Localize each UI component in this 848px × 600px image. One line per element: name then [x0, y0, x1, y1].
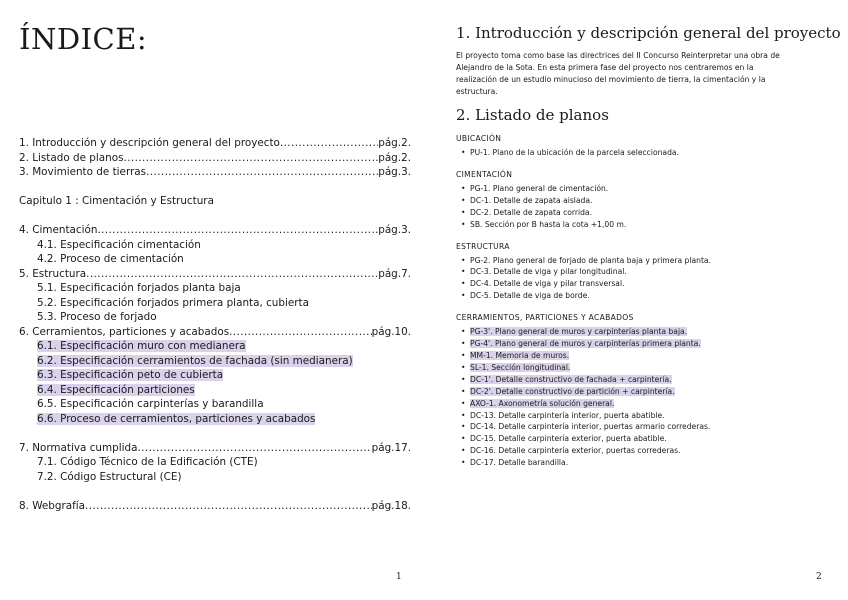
toc-entry-text: 3. Movimiento de tierras [19, 166, 147, 178]
highlighted-text: PG-4'. Plano general de muros y carpinterías primera planta. [470, 339, 701, 349]
page-number: 1 [396, 572, 402, 582]
toc-leader-dots [146, 165, 378, 180]
toc-leader-dots [97, 223, 378, 238]
toc-entry-text: 4. Cimentación [19, 224, 98, 236]
index-title: ÍNDICE: [19, 22, 148, 56]
category-title: CIMENTACIÓN [456, 169, 513, 179]
toc-leader-dots [280, 136, 378, 151]
highlighted-text: SL-1. Sección longitudinal. [470, 362, 571, 372]
list-item: • PG-2. Plano general de forjado de planta baja y primera planta. [470, 255, 816, 267]
toc-subentry[interactable]: 4.1. Especificación cimentación [37, 238, 201, 251]
list-item: • DC-5. Detalle de viga de borde. [470, 290, 816, 302]
toc-entry-text: 5. Estructura [19, 267, 87, 280]
category-title: CERRAMIENTOS, PARTICIONES Y ACABADOS [456, 313, 634, 323]
toc-entry[interactable] [19, 223, 411, 238]
toc-entry[interactable] [19, 151, 411, 166]
toc-subentry[interactable] [19, 383, 411, 398]
category-title: UBICACIÓN [456, 134, 502, 143]
highlighted-text: DC-2'. Detalle constructivo de partición + carpintería. [470, 386, 675, 396]
section-heading-intro: 1. Introducción y descripción general del proyecto [456, 24, 841, 42]
highlighted-text: AXO-1. Axonometría solución general. [470, 398, 615, 408]
toc-entry-page: pág.3. [378, 166, 411, 178]
toc-entry[interactable] [19, 267, 411, 282]
list-item: • DC-4. Detalle de viga y pilar transversal. [470, 278, 816, 290]
toc-entry[interactable] [19, 441, 411, 456]
toc-leader-dots [86, 267, 378, 282]
toc-subentry[interactable]: 5.3. Proceso de forjado [37, 311, 157, 323]
list-item [470, 362, 816, 374]
list-item: • DC-2. Detalle de zapata corrida. [470, 207, 816, 219]
toc-entry-page: pág.2. [378, 137, 411, 149]
list-item: • DC-3. Detalle de viga y pilar longitudinal. [470, 266, 816, 278]
toc-entry-page: pág.18. [371, 499, 411, 512]
toc-entry-page: pág.10. [371, 325, 411, 338]
toc-leader-dots [124, 151, 379, 166]
list-item [470, 326, 816, 338]
toc-entry[interactable] [19, 165, 411, 180]
toc-subentry[interactable] [19, 368, 411, 383]
toc-entry-text: 2. Listado de planos [19, 151, 124, 164]
toc-leader-dots [137, 441, 371, 456]
list-item: • DC-16. Detalle carpintería exterior, puertas correderas. [470, 445, 816, 457]
toc-subentry[interactable]: 5.1. Especificación forjados planta baja [37, 282, 241, 294]
toc-subentry[interactable]: 7.2. Código Estructural (CE) [37, 470, 182, 483]
toc-entry-text: 8. Webgrafía [19, 499, 86, 512]
category-list [456, 326, 816, 469]
list-item: • DC-14. Detalle carpintería interior, puertas armario correderas. [470, 421, 816, 433]
highlighted-text: PG-3'. Plano general de muros y carpinterías planta baja. [470, 327, 688, 337]
list-item [470, 398, 816, 410]
toc-entry-text: 6. Cerramientos, particiones y acabados [19, 325, 230, 338]
intro-paragraph: El proyecto toma como base las directrices del II Concurso Reinterpretar una obra de Alejandro de la Sota. En esta primera fase del proyecto nos centraremos en la realización de un estudio minucioso del movimiento de tierra, la cimentación y la estructura. [456, 51, 780, 96]
highlighted-text: DC-1'. Detalle constructivo de fachada + carpintería. [470, 374, 672, 384]
toc-subentry[interactable]: 7.1. Código Técnico de la Edificación (CTE) [37, 456, 258, 468]
list-item [470, 338, 816, 350]
category-title: ESTRUCTURA [456, 241, 510, 251]
plans-list [456, 134, 816, 480]
highlighted-text: 6.2. Especificación cerramientos de fachada (sin medianera) [37, 354, 353, 367]
toc-subentry[interactable] [19, 354, 411, 369]
list-item [470, 350, 816, 362]
category-list [456, 147, 816, 159]
toc-subentry[interactable]: 5.2. Especificación forjados primera planta, cubierta [37, 296, 309, 309]
page-2 [424, 0, 848, 600]
list-item [470, 374, 816, 386]
toc-entry[interactable] [19, 136, 411, 151]
toc-subentry[interactable] [19, 339, 411, 354]
highlighted-text: MM-1. Memoria de muros. [470, 350, 570, 360]
page-number: 2 [816, 572, 822, 582]
list-item: • SB. Sección por B hasta la cota +1,00 m. [470, 219, 816, 231]
highlighted-text: 6.4. Especificación particiones [37, 383, 195, 396]
toc-entry-page: pág.17. [371, 441, 411, 454]
chapter-heading: Capitulo 1 : Cimentación y Estructura [19, 195, 214, 207]
toc-entry[interactable] [19, 499, 411, 514]
highlighted-text: 6.1. Especificación muro con medianera [37, 340, 246, 352]
toc-entry-text: 1. Introducción y descripción general del proyecto [19, 137, 280, 149]
toc-entry[interactable] [19, 325, 411, 340]
list-item: • DC-17. Detalle barandilla. [470, 457, 816, 469]
toc-entry-page: pág.7. [378, 267, 411, 280]
section-heading-plans: 2. Listado de planos [456, 106, 609, 124]
table-of-contents [19, 136, 411, 513]
toc-leader-dots [85, 499, 372, 514]
list-item: • DC-15. Detalle carpintería exterior, puerta abatible. [470, 433, 816, 445]
category-list [456, 183, 816, 231]
category-list [456, 255, 816, 303]
toc-entry-text: 7. Normativa cumplida [19, 441, 138, 454]
list-item: • DC-13. Detalle carpintería interior, puerta abatible. [470, 410, 816, 422]
highlighted-text: 6.6. Proceso de cerramientos, particiones y acabados [37, 412, 316, 425]
highlighted-text: 6.3. Especificación peto de cubierta [37, 369, 224, 381]
toc-entry-page: pág.3. [378, 224, 411, 236]
toc-subentry[interactable] [19, 412, 411, 427]
list-item [470, 386, 816, 398]
toc-subentry[interactable]: 6.5. Especificación carpinterías y barandilla [37, 398, 264, 410]
list-item: • PG-1. Plano general de cimentación. [470, 183, 816, 195]
list-item: • DC-1. Detalle de zapata aislada. [470, 195, 816, 207]
toc-subentry[interactable]: 4.2. Proceso de cimentación [37, 253, 184, 265]
toc-leader-dots [229, 325, 372, 340]
toc-entry-page: pág.2. [378, 151, 411, 164]
list-item: • PU-1. Plano de la ubicación de la parcela seleccionada. [470, 147, 816, 159]
